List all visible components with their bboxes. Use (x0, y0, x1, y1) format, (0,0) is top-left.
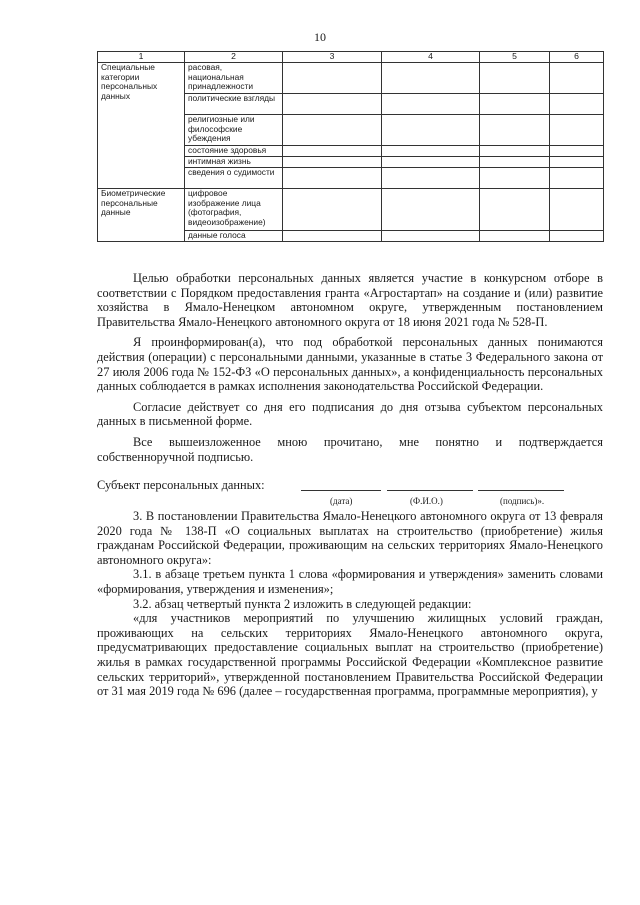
empty-cell (382, 115, 480, 146)
empty-cell (382, 63, 480, 94)
amendment-p3-1: 3.1. в абзаце третьем пункта 1 слова «формирования и утверждения» заменить словами «формирования, утверждения и изменения»; (97, 567, 603, 596)
empty-cell (480, 115, 550, 146)
table-row (98, 189, 604, 231)
empty-cell (382, 94, 480, 115)
personal-data-table (97, 51, 604, 242)
empty-cell (283, 157, 382, 168)
informed-paragraph: Я проинформирован(а), что под обработкой персональных данных понимаются действия (операции) с персональными данными, указанные в статье 3 Федерального закона от 27 июля 2006 года № 152-ФЗ «О персональных данных», а конфиденциальность персональных данных соблюдается в рамках исполнения законодательства Российской Федерации. (97, 335, 603, 394)
amendment-text (97, 509, 603, 699)
signature-blank (478, 478, 564, 491)
empty-cell (550, 63, 604, 94)
empty-cell (382, 231, 480, 242)
empty-cell (283, 231, 382, 242)
table-header-cell: 4 (382, 52, 480, 63)
table-header-cell: 2 (185, 52, 283, 63)
category-cell: Специальные категории персональных данных (98, 63, 185, 189)
item-cell: цифровое изображение лица (фотография, видеоизображение) (185, 189, 283, 231)
empty-cell (283, 168, 382, 189)
empty-cell (283, 94, 382, 115)
item-cell: религиозные или философские убеждения (185, 115, 283, 146)
empty-cell (550, 157, 604, 168)
table-header-cell: 1 (98, 52, 185, 63)
item-cell: расовая, национальная принадлежности (185, 63, 283, 94)
item-cell: сведения о судимости (185, 168, 283, 189)
empty-cell (283, 115, 382, 146)
name-caption: (Ф.И.О.) (410, 496, 443, 506)
item-cell: интимная жизнь (185, 157, 283, 168)
sign-caption: (подпись)». (500, 496, 545, 506)
empty-cell (480, 168, 550, 189)
date-caption: (дата) (330, 496, 353, 506)
purpose-paragraph: Целью обработки персональных данных является участие в конкурсном отборе в соответствии с Порядком предоставления гранта «Агростартап» на создание и (или) развитие хозяйства в Ямало-Ненецком автономном округе, утвержденным постановлением Правительства Ямало-Ненецкого автономного округа от 18 июня 2021 года № 528-П. (97, 271, 603, 329)
empty-cell (480, 94, 550, 115)
empty-cell (550, 115, 604, 146)
empty-cell (550, 168, 604, 189)
empty-cell (382, 168, 480, 189)
empty-cell (382, 189, 480, 231)
table-header-row (98, 52, 604, 63)
empty-cell (480, 189, 550, 231)
empty-cell (283, 146, 382, 157)
item-cell: состояние здоровья (185, 146, 283, 157)
empty-cell (550, 231, 604, 242)
empty-cell (550, 189, 604, 231)
amendment-quote: «для участников мероприятий по улучшению жилищных условий граждан, проживающих на сельских территориях Ямало-Ненецкого автономного округа, предусматривающих предоставление социальных выплат на строительство (приобретение) жилья в рамках государственной программы Российской Федерации «Комплексное развитие сельских территорий», утвержденной постановлением Правительства Российской Федерации от 31 мая 2019 года № 696 (далее – государственная программа, программные мероприятия), у (97, 611, 603, 699)
name-blank (387, 478, 473, 491)
item-cell: политические взгляды (185, 94, 283, 115)
empty-cell (480, 63, 550, 94)
table-header-cell: 6 (550, 52, 604, 63)
signature-label: Субъект персональных данных: (97, 478, 265, 492)
table-header-cell: 5 (480, 52, 550, 63)
empty-cell (550, 146, 604, 157)
amendment-p3: 3. В постановлении Правительства Ямало-Ненецкого автономного округа от 13 февраля 2020 года № 138-П «О социальных выплатах на строительство (приобретение) жилья гражданам Российской Федерации, проживающим на сельских территориях Ямало-Ненецкого автономного округа»: (97, 509, 603, 567)
empty-cell (382, 146, 480, 157)
empty-cell (382, 157, 480, 168)
empty-cell (480, 146, 550, 157)
validity-paragraph: Согласие действует со дня его подписания до дня отзыва субъектом персональных данных в письменной форме. (97, 399, 603, 429)
table-header-cell: 3 (283, 52, 382, 63)
confirmation-paragraph: Все вышеизложенное мною прочитано, мне понятно и подтверждается собственноручной подписью. (97, 434, 603, 464)
empty-cell (480, 231, 550, 242)
table-row (98, 63, 604, 94)
empty-cell (283, 189, 382, 231)
date-blank (301, 478, 381, 491)
consent-text (97, 271, 603, 464)
page-number: 10 (314, 30, 326, 44)
empty-cell (480, 157, 550, 168)
empty-cell (550, 94, 604, 115)
amendment-p3-2: 3.2. абзац четвертый пункта 2 изложить в следующей редакции: (133, 596, 472, 611)
category-cell: Биометрические персональные данные (98, 189, 185, 242)
empty-cell (283, 63, 382, 94)
item-cell: данные голоса (185, 231, 283, 242)
